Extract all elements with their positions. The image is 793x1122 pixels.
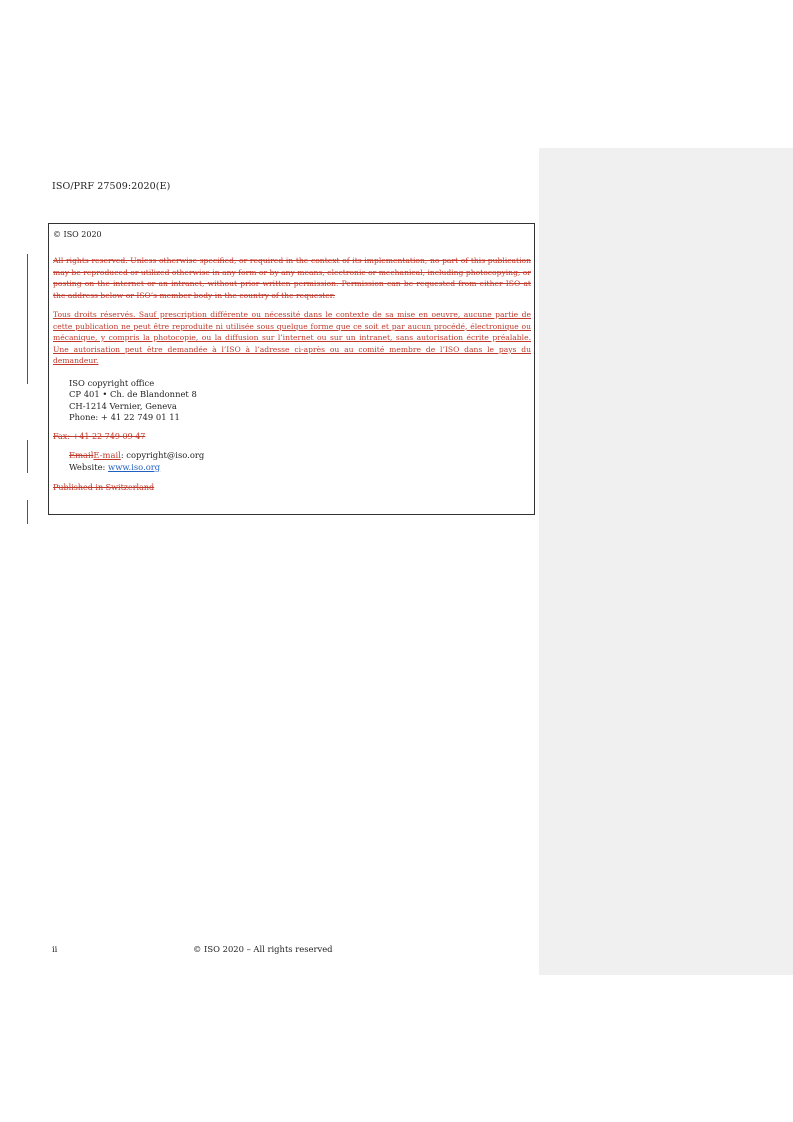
- english-notice-deleted: All rights reserved. Unless otherwise specified, or required in the context of its implementation, no part of this publication may be reproduced or utilized otherwise in any form or by any means, electronic or mechanical, including photocopying, or posting on the internet or an intranet, without prior written permission. Permission can be requested from either ISO at the address below or ISO’s member body in the country of the requester.: [53, 256, 531, 300]
- contact-block: [69, 449, 531, 473]
- address-block: [69, 378, 531, 424]
- footer-copyright: © ISO 2020 – All rights reserved: [193, 944, 333, 954]
- change-bar: [27, 254, 28, 384]
- change-bar: [27, 500, 28, 524]
- email-label-deleted: Email: [69, 449, 94, 460]
- published-line-deleted: Published in Switzerland: [53, 482, 155, 492]
- change-bar: [27, 440, 28, 473]
- website-line: [69, 461, 531, 473]
- document-reference: ISO/PRF 27509:2020(E): [52, 181, 171, 192]
- website-link[interactable]: www.iso.org: [108, 461, 161, 472]
- address-line: ISO copyright office: [69, 377, 155, 388]
- footer-page-number: ii: [52, 944, 58, 954]
- copyright-title: © ISO 2020: [53, 230, 102, 239]
- email-line: [69, 449, 531, 461]
- french-notice-inserted: Tous droits réservés. Sauf prescription différente ou nécessité dans le contexte de sa mise en oeuvre, aucune partie de cette publication ne peut être reproduite ni utilisée sous quelque forme que ce soit et par aucun procédé, électronique ou mécanique, y compris la photocopie, ou la diffusion sur l’internet ou sur un intranet, sans autorisation écrite préalable. Une autorisation peut être demandée à l’ISO à l’adresse ci-après ou au comité membre de l’ISO dans le pays du demandeur.: [53, 310, 531, 365]
- fax-line-deleted: Fax: +41 22 749 09 47: [53, 431, 146, 441]
- comments-pane: [539, 148, 793, 975]
- address-line: CP 401 • Ch. de Blandonnet 8: [69, 389, 197, 399]
- email-label-inserted: E-mail: [93, 449, 121, 460]
- website-label: Website:: [69, 461, 109, 472]
- copyright-notice-box: [48, 223, 535, 515]
- email-value: : copyright@iso.org: [120, 449, 205, 460]
- phone-line: Phone: + 41 22 749 01 11: [69, 412, 180, 422]
- address-line: CH-1214 Vernier, Geneva: [69, 400, 177, 411]
